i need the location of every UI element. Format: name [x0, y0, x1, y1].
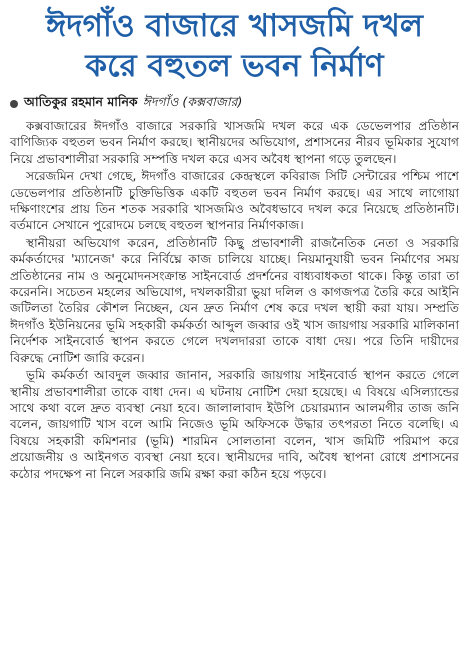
headline — [10, 6, 459, 86]
article-paragraph-4: ভূমি কর্মকর্তা আবদুল জব্বার জানান, সরকারি জায়গায় সাইনবোর্ড স্থাপন করতে গেলে স্থানীয় প্রভাবশালীরা তাকে বাধা দেন। এ ঘটনায় নোটিশ দেয়া হয়েছে। এ বিষয়ে এসিল্যান্ডের সাথে কথা বলে দ্রুত ব্যবস্থা নেয়া হবে। জালালাবাদ ইউপি চেয়ারম্যান আলমগীর তাজ জনি বলেন, জায়গাটি খাস বলে আমি নিজেও ভূমি অফিসকে উদ্ধার তৎপরতা নিতে বলেছি। এ বিষয়ে সহকারী কমিশনার (ভূমি) শারমিন সোলতানা বলেন, খাস জমিটি পরিমাপ করে প্রয়োজনীয় ও আইনগত ব্যবস্থা নেয়া হবে। স্থানীয়দের দাবি, অবৈধ স্থাপনা রোধে প্রশাসনের কঠোর পদক্ষেপ না নিলে সরকারি জমি রক্ষা করা কঠিন হয়ে পড়বে। — [10, 368, 459, 481]
headline-line-2: করে বহুতল ভবন নির্মাণ — [85, 48, 384, 84]
article-paragraph-1: কক্সবাজারের ঈদগাঁও বাজারে সরকারি খাসজমি দখল করে এক ডেভেলপার প্রতিষ্ঠান বাণিজ্যিক বহুতল ভবন নির্মাণ করছে। স্থানীয়দের অভিযোগ, প্রশাসনের নীরব ভূমিকার সুযোগ নিয়ে প্রভাবশালীরা সরকারি সম্পত্তি দখল করে এসব অবৈধ স্থাপনা গড়ে তুলছেন। — [10, 119, 459, 166]
byline-author: আতিকুর রহমান মানিক — [24, 94, 138, 109]
headline-line-1: ঈদগাঁও বাজারে খাসজমি দখল — [46, 8, 423, 44]
article-paragraph-3: স্থানীয়রা অভিযোগ করেন, প্রতিষ্ঠানটি কিছু প্রভাবশালী রাজনৈতিক নেতা ও সরকারি কর্মকর্তাদের 'ম্যানেজ' করে নির্বিঘ্নে কাজ চালিয়ে যাচ্ছে। নিয়মানুযায়ী ভবন নির্মাণের সময় প্রতিষ্ঠানের নাম ও অনুমোদনসংক্রান্ত সাইনবোর্ড প্রদর্শনের বাধ্যবাধকতা থাকে। কিন্তু তারা তা করেননি। সচেতন মহলের অভিযোগ, দখলকারীরা ভুয়া দলিল ও কাগজপত্র তৈরি করে আইনি জটিলতা তৈরির কৌশল নিচ্ছেন, যেন দ্রুত নির্মাণ শেষ করে দখল স্থায়ী করা যায়। সম্প্রতি ঈদগাঁও ইউনিয়নের ভূমি সহকারী কর্মকর্তা আব্দুল জব্বার ওই খাস জায়গায় সরকারি মালিকানা নির্দেশক সাইনবোর্ড স্থাপন করতে গেলে দখলদাররা তাকে বাধা দেয়। পরে তিনি দায়ীদের বিরুদ্ধে নোটিশ জারি করেন। — [10, 235, 459, 365]
byline — [10, 94, 459, 114]
byline-location: ঈদগাঁও (কক্সবাজার) — [142, 94, 243, 109]
article-body — [10, 118, 459, 482]
bullet-icon — [10, 100, 18, 108]
article-paragraph-2: সরেজমিন দেখা গেছে, ঈদগাঁও বাজারের কেন্দ্রস্থলে কবিরাজ সিটি সেন্টারের পশ্চিম পাশে ডেভেলপার প্রতিষ্ঠানটি চুক্তিভিত্তিক একটি বহুতল ভবন নির্মাণ করছে। এর সাথে লাগোয়া দক্ষিণাংশের প্রায় তিন শতক সরকারি খাসজমিও অবৈধভাবে দখল করে নিয়েছে প্রতিষ্ঠানটি। বর্তমানে সেখানে পুরোদমে চলছে বহুতল স্থাপনার নির্মাণকাজ। — [10, 169, 459, 233]
